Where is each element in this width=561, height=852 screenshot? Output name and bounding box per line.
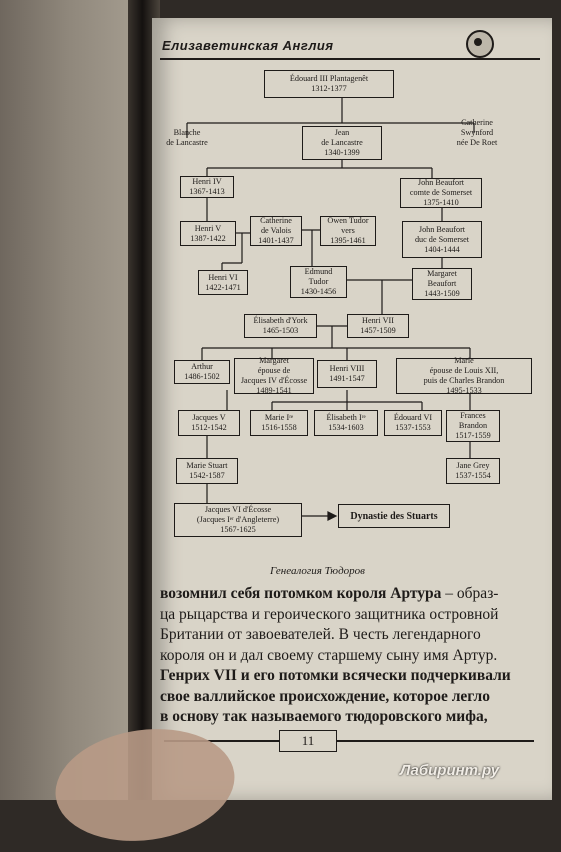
body-text-fragment: – образ- bbox=[441, 585, 499, 602]
person-elisabeth-i: Élisabeth Iʳᵉ 1534-1603 bbox=[314, 410, 378, 436]
book-page bbox=[152, 18, 552, 800]
person-margaret-beaufort: Margaret Beaufort 1443-1509 bbox=[412, 268, 472, 300]
person-jacques-vi: Jacques VI d'Écosse (Jacques Iᵉʳ d'Angleterre) 1567-1625 bbox=[174, 503, 302, 537]
body-line: ца рыцарства и героического защитника островной bbox=[160, 605, 499, 623]
person-henri-vi: Henri VI 1422-1471 bbox=[198, 270, 248, 295]
person-edmund-tudor: Edmund Tudor 1430-1456 bbox=[290, 266, 347, 298]
person-catherine-swynford: Catherine Swynford née De Roet bbox=[456, 118, 498, 147]
running-head: Елизаветинская Англия bbox=[162, 38, 334, 53]
person-elisabeth-york: Élisabeth d'York 1465-1503 bbox=[244, 314, 317, 338]
body-line bbox=[160, 584, 544, 605]
person-jane-grey: Jane Grey 1537-1554 bbox=[446, 458, 500, 484]
body-line: свое валлийское происхождение, которое легло bbox=[160, 687, 490, 705]
person-henri-v: Henri V 1387-1422 bbox=[180, 221, 236, 246]
person-owen-tudor: Owen Tudor vers 1395-1461 bbox=[320, 216, 376, 246]
body-line: в основу так называемого тюдоровского мифа, bbox=[160, 708, 488, 725]
footer-rule bbox=[164, 740, 534, 742]
person-henri-iv: Henri IV 1367-1413 bbox=[180, 176, 234, 198]
person-marie-stuart: Marie Stuart 1542-1587 bbox=[176, 458, 238, 484]
facing-page bbox=[0, 0, 135, 800]
dynastie-stuarts-box: Dynastie des Stuarts bbox=[338, 504, 450, 528]
person-john-beaufort-duc: John Beaufort duc de Somerset 1404-1444 bbox=[402, 221, 482, 258]
body-line: короля он и дал своему старшему сыну имя Артур. bbox=[160, 646, 498, 664]
person-edouard-iii: Édouard III Plantagenêt 1312-1377 bbox=[264, 70, 394, 98]
person-edouard-vi: Édouard VI 1537-1553 bbox=[384, 410, 442, 436]
body-line: Генрих VII и его потомки всячески подчеркивали bbox=[160, 667, 511, 684]
watermark: Лабиринт.ру bbox=[400, 762, 500, 779]
person-frances-brandon: Frances Brandon 1517-1559 bbox=[446, 410, 500, 442]
person-marie-i: Marie Iʳᵉ 1516-1558 bbox=[250, 410, 308, 436]
person-blanche: Blanche de Lancastre bbox=[166, 128, 208, 147]
figure-caption: Генеалогия Тюдоров bbox=[270, 565, 365, 577]
person-henri-vii: Henri VII 1457-1509 bbox=[347, 314, 409, 338]
person-henri-viii: Henri VIII 1491-1547 bbox=[317, 360, 377, 388]
person-jean-de-lancastre: Jean de Lancastre 1340-1399 bbox=[302, 126, 382, 160]
person-catherine-de-valois: Catherine de Valois 1401-1437 bbox=[250, 216, 302, 246]
person-margaret-tudor: Margaret épouse de Jacques IV d'Écosse 1489-1541 bbox=[234, 358, 314, 394]
person-john-beaufort-comte: John Beaufort comte de Somerset 1375-1410 bbox=[400, 178, 482, 208]
body-line: Британии от завоевателей. В честь легендарного bbox=[160, 626, 481, 643]
person-marie-tudor: Marie épouse de Louis XII, puis de Charles Brandon 1495-1533 bbox=[396, 358, 532, 394]
person-jacques-v: Jacques V 1512-1542 bbox=[178, 410, 240, 436]
person-arthur: Arthur 1486-1502 bbox=[174, 360, 230, 384]
page-number: 11 bbox=[279, 730, 337, 752]
body-paragraph bbox=[160, 584, 544, 728]
body-bold-phrase: возомнил себя потомком короля Артура bbox=[160, 585, 442, 602]
